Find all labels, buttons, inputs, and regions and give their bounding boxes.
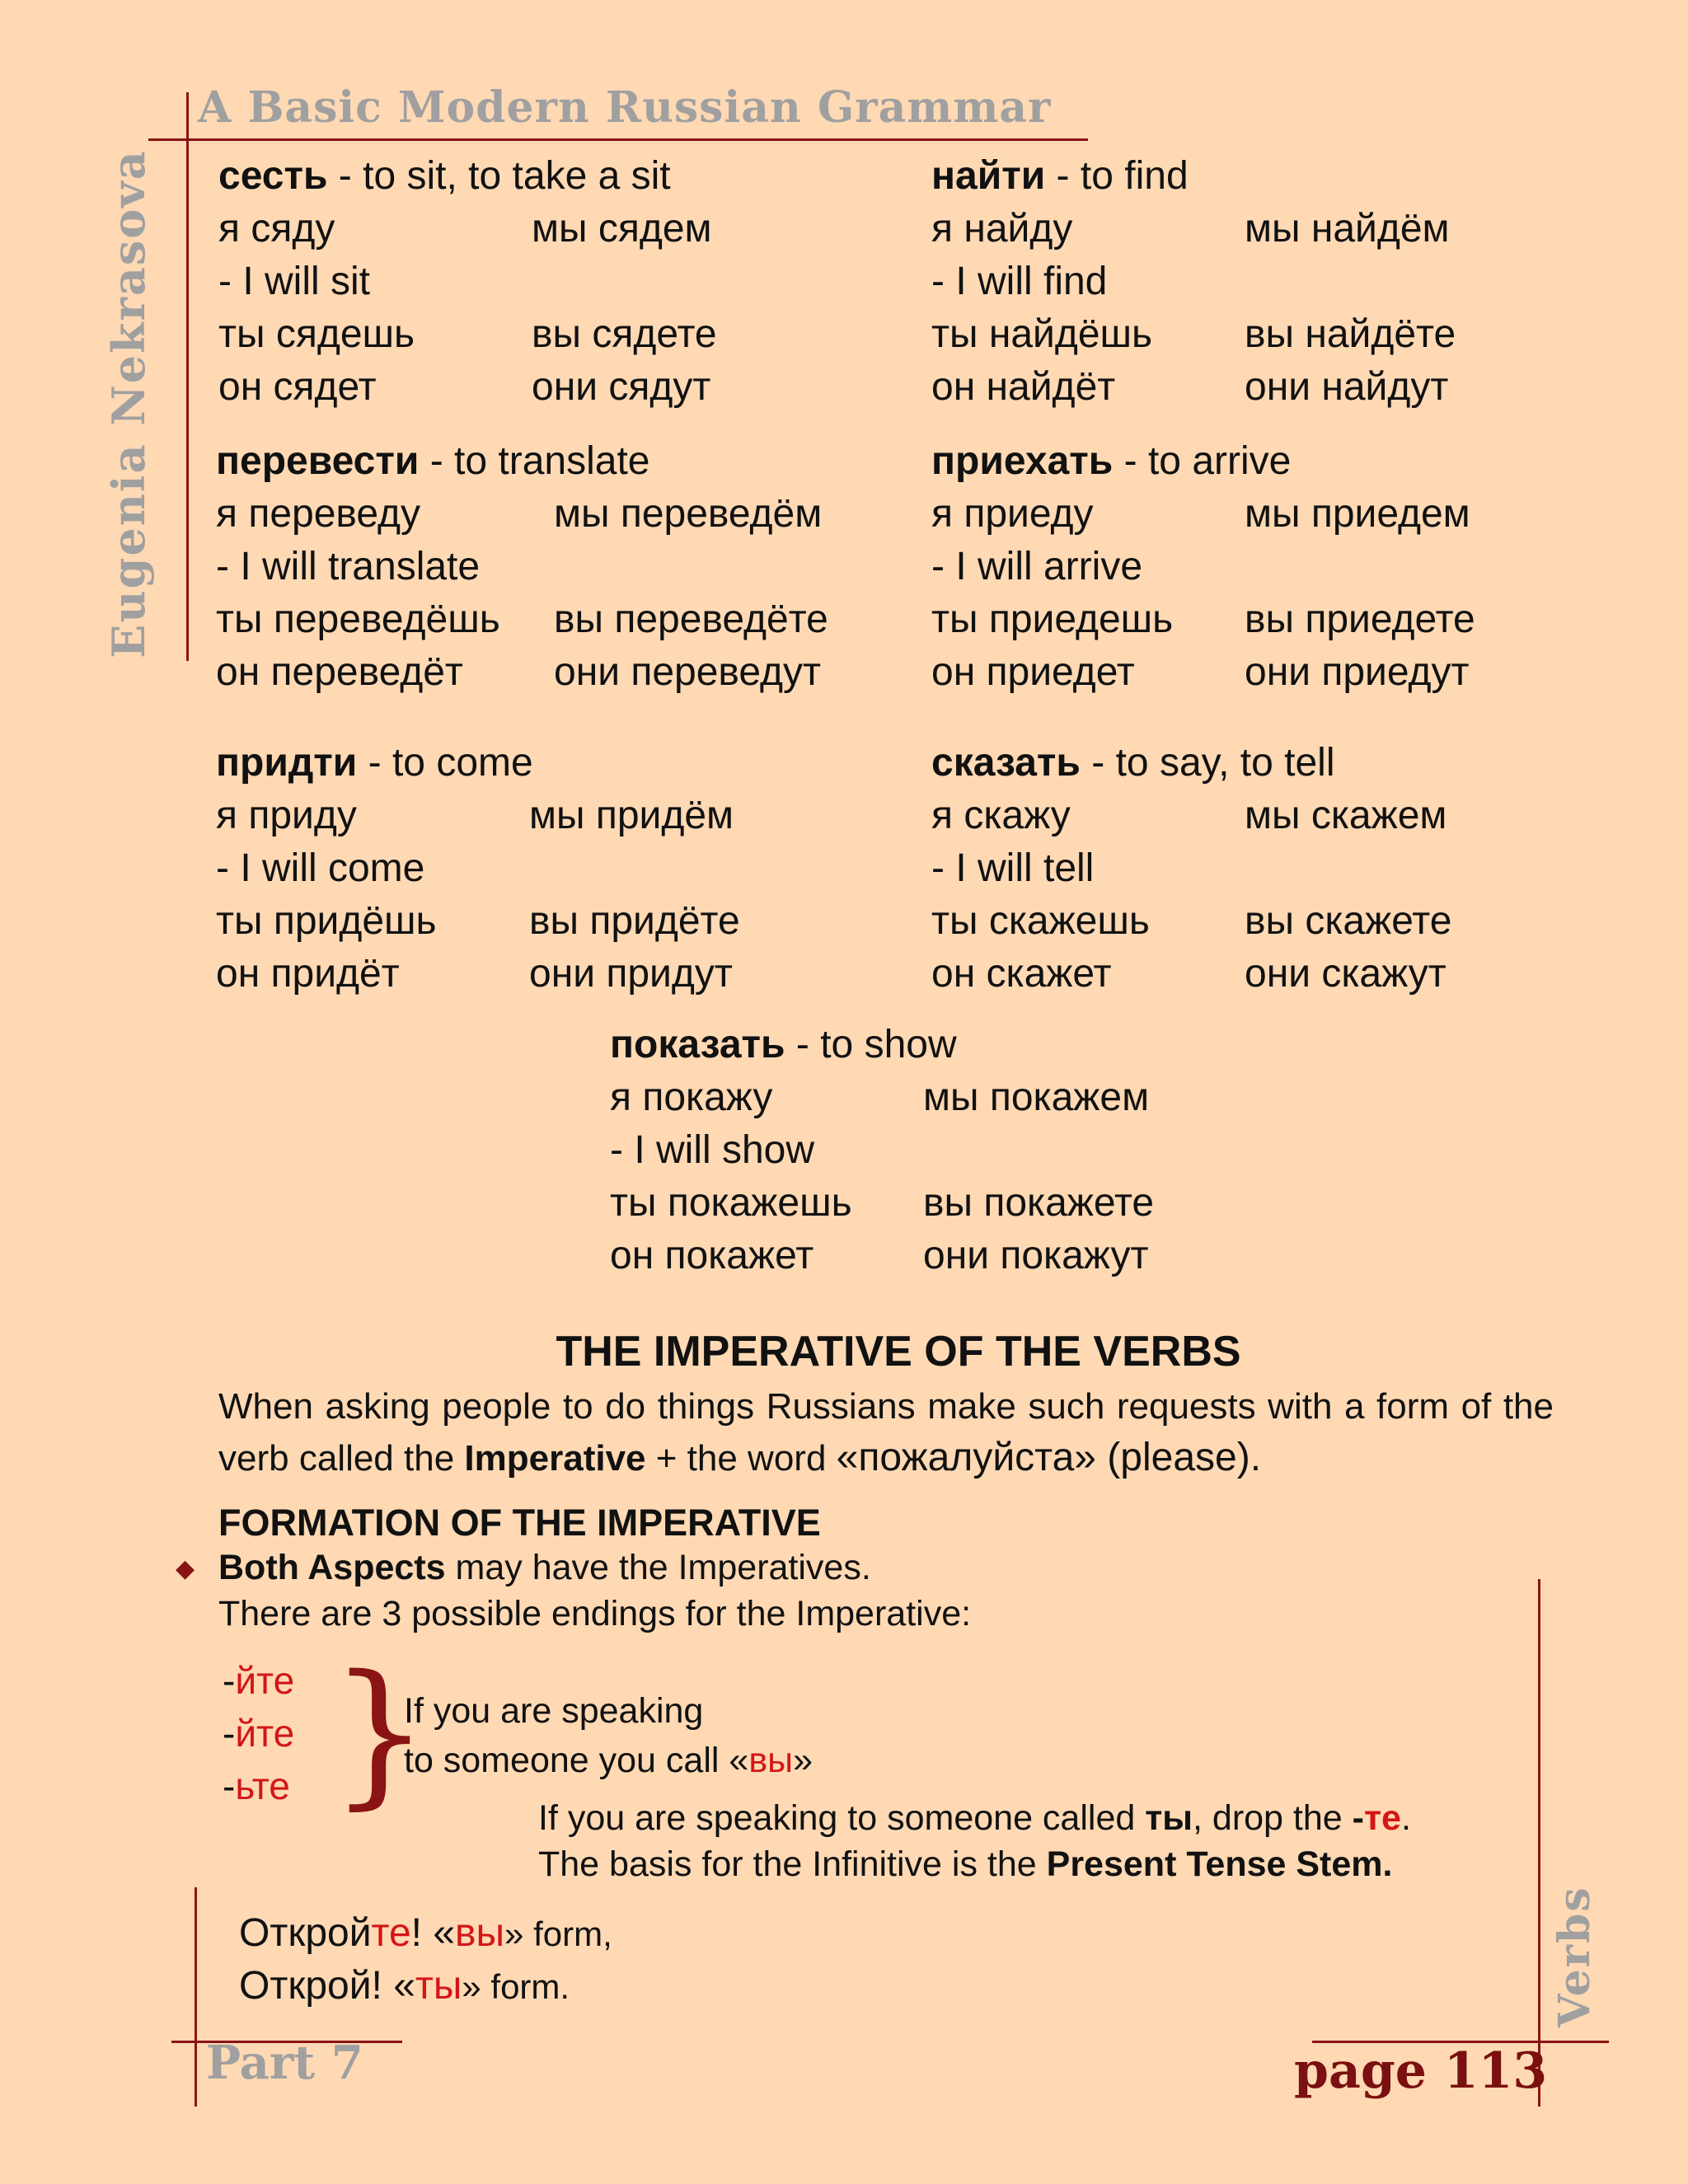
speak-line-2 bbox=[404, 1741, 813, 1781]
ending-item bbox=[223, 1711, 294, 1755]
verb-meaning: - to translate bbox=[419, 439, 650, 483]
verb-block bbox=[216, 737, 740, 1001]
verb-infinitive: сказать bbox=[931, 741, 1081, 785]
conj-singular: ты переведёшь bbox=[216, 598, 500, 641]
left-rule bbox=[186, 92, 189, 661]
section-heading: THE IMPERATIVE OF THE VERBS bbox=[556, 1328, 1241, 1376]
conj-singular: я скажу bbox=[931, 794, 1071, 837]
conj-singular: он покажет bbox=[610, 1234, 814, 1277]
example-text: Открой! « bbox=[239, 1964, 415, 2008]
verb-meaning: - to sit, to take a sit bbox=[327, 154, 671, 198]
drop-highlight: те bbox=[1363, 1798, 1401, 1838]
verb-meaning: - to come bbox=[357, 741, 533, 785]
intro-text: + the word bbox=[645, 1438, 837, 1479]
top-rule bbox=[148, 138, 1088, 141]
conj-singular: ты придёшь bbox=[216, 899, 437, 943]
speak-text: » bbox=[793, 1741, 813, 1780]
conj-plural: они придут bbox=[529, 952, 733, 996]
drop-bold: ты bbox=[1145, 1798, 1193, 1838]
part-label: Part 7 bbox=[206, 2036, 363, 2090]
section-name: Verbs bbox=[1550, 1886, 1600, 2027]
verb-block bbox=[610, 1019, 1155, 1282]
ending-item bbox=[223, 1658, 294, 1703]
conj-singular: я покажу bbox=[610, 1076, 773, 1119]
conj-plural: мы приедем bbox=[1245, 492, 1470, 536]
example-vy bbox=[239, 1910, 612, 1956]
example-text: » form, bbox=[504, 1915, 612, 1953]
verb-infinitive: сесть bbox=[218, 154, 328, 198]
conj-translation: - I will show bbox=[610, 1128, 815, 1172]
conj-singular: я переведу bbox=[216, 492, 421, 536]
conj-plural: вы найдёте bbox=[1245, 312, 1456, 356]
drop-text: If you are speaking to someone called bbox=[538, 1798, 1146, 1838]
conj-plural: вы придёте bbox=[529, 899, 740, 943]
ending-item bbox=[223, 1764, 290, 1808]
conj-translation: - I will arrive bbox=[931, 545, 1143, 588]
right-rule bbox=[1538, 1579, 1540, 2107]
basis-bold: Present Tense Stem. bbox=[1046, 1844, 1393, 1884]
ending-dash: - bbox=[223, 1765, 236, 1807]
aspects-line bbox=[218, 1548, 871, 1588]
conj-plural: вы покажете bbox=[923, 1181, 1155, 1225]
verb-meaning: - to find bbox=[1045, 154, 1189, 198]
ending-text: ьте bbox=[235, 1765, 290, 1807]
conj-singular: он переведёт bbox=[216, 650, 463, 694]
conj-singular: он сядет bbox=[218, 365, 377, 409]
example-ty bbox=[239, 1963, 570, 2008]
conj-plural: вы переведёте bbox=[554, 598, 828, 641]
verb-block bbox=[216, 435, 828, 699]
conj-plural: мы покажем bbox=[923, 1076, 1150, 1119]
ending-text: йте bbox=[235, 1712, 295, 1755]
verb-block bbox=[218, 150, 717, 414]
conj-plural: они сядут bbox=[532, 365, 711, 409]
aspects-text: may have the Imperatives. bbox=[445, 1548, 871, 1587]
conj-singular: он придёт bbox=[216, 952, 400, 996]
intro-bold: Imperative bbox=[464, 1438, 646, 1479]
conj-singular: он найдёт bbox=[931, 365, 1116, 409]
example-text: » form. bbox=[462, 1967, 570, 2006]
speak-text: to someone you call « bbox=[404, 1741, 749, 1780]
conj-singular: я приеду bbox=[931, 492, 1094, 536]
basis-line bbox=[538, 1844, 1392, 1885]
intro-paragraph bbox=[218, 1381, 1554, 1484]
conj-singular: я приду bbox=[216, 794, 357, 837]
speak-line-1: If you are speaking bbox=[404, 1691, 704, 1731]
conj-singular: он приедет bbox=[931, 650, 1135, 694]
right-brace-icon: } bbox=[330, 1642, 429, 1824]
example-text: ! « bbox=[410, 1911, 456, 1955]
basis-text: The basis for the Infinitive is the bbox=[538, 1844, 1047, 1884]
conj-translation: - I will come bbox=[216, 846, 425, 890]
drop-rule-line bbox=[538, 1798, 1411, 1839]
aspects-bold: Both Aspects bbox=[218, 1548, 446, 1587]
verb-meaning: - to say, to tell bbox=[1080, 741, 1335, 785]
ending-dash: - bbox=[223, 1659, 236, 1702]
conj-translation: - I will tell bbox=[931, 846, 1095, 890]
conj-singular: ты найдёшь bbox=[931, 312, 1153, 356]
example-highlight: ты bbox=[415, 1964, 462, 2008]
conj-translation: - I will translate bbox=[216, 545, 481, 588]
author-name: Eugenia Nekrasova bbox=[102, 149, 155, 658]
verb-meaning: - to show bbox=[785, 1023, 957, 1066]
conj-plural: мы найдём bbox=[1245, 207, 1450, 251]
conj-translation: - I will sit bbox=[218, 260, 370, 303]
conj-translation: - I will find bbox=[931, 260, 1108, 303]
drop-text: , drop the bbox=[1193, 1798, 1353, 1838]
conj-singular: ты приедешь bbox=[931, 598, 1174, 641]
example-text: Открой bbox=[239, 1911, 372, 1955]
conj-singular: он скажет bbox=[931, 952, 1112, 996]
conj-plural: мы переведём bbox=[554, 492, 823, 536]
diamond-bullet-icon: ◆ bbox=[176, 1555, 195, 1582]
verb-infinitive: перевести bbox=[216, 439, 420, 483]
speak-highlight: вы bbox=[748, 1741, 794, 1780]
conj-plural: вы скажете bbox=[1245, 899, 1452, 943]
intro-please: «пожалуйста» (please). bbox=[836, 1436, 1262, 1479]
verb-infinitive: приехать bbox=[931, 439, 1114, 483]
verb-block bbox=[931, 435, 1475, 699]
drop-dash: - bbox=[1352, 1798, 1364, 1838]
verb-infinitive: найти bbox=[931, 154, 1046, 198]
book-title: A Basic Modern Russian Grammar bbox=[198, 82, 1052, 133]
verb-infinitive: придти bbox=[216, 741, 358, 785]
conj-singular: я найду bbox=[931, 207, 1073, 251]
conj-plural: они приедут bbox=[1245, 650, 1470, 694]
page-number: page 113 bbox=[1294, 2042, 1548, 2100]
drop-text: . bbox=[1400, 1798, 1411, 1838]
example-highlight: те bbox=[371, 1911, 411, 1955]
verb-meaning: - to arrive bbox=[1113, 439, 1292, 483]
verb-infinitive: показать bbox=[610, 1023, 785, 1066]
conj-plural: мы придём bbox=[529, 794, 734, 837]
conj-singular: ты скажешь bbox=[931, 899, 1150, 943]
conj-singular: ты покажешь bbox=[610, 1181, 852, 1225]
intro-text: When asking people to do things Russians make such requests with a form of the verb called the bbox=[218, 1386, 1554, 1479]
conj-plural: вы сядете bbox=[532, 312, 717, 356]
example-highlight: вы bbox=[455, 1911, 505, 1955]
subsection-heading: FORMATION OF THE IMPERATIVE bbox=[218, 1502, 821, 1544]
conj-plural: мы сядем bbox=[532, 207, 712, 251]
verb-block bbox=[931, 737, 1452, 1001]
ending-dash: - bbox=[223, 1712, 236, 1755]
conj-plural: они покажут bbox=[923, 1234, 1149, 1277]
conj-plural: вы приедете bbox=[1245, 598, 1475, 641]
ending-text: йте bbox=[235, 1659, 295, 1702]
conj-singular: я сяду bbox=[218, 207, 335, 251]
bottom-left-rule bbox=[195, 1887, 197, 2107]
conj-singular: ты сядешь bbox=[218, 312, 415, 356]
conj-plural: они найдут bbox=[1245, 365, 1449, 409]
conj-plural: они переведут bbox=[554, 650, 822, 694]
conj-plural: они скажут bbox=[1245, 952, 1447, 996]
verb-block bbox=[931, 150, 1456, 414]
endings-line: There are 3 possible endings for the Imperative: bbox=[218, 1594, 972, 1633]
conj-plural: мы скажем bbox=[1245, 794, 1447, 837]
